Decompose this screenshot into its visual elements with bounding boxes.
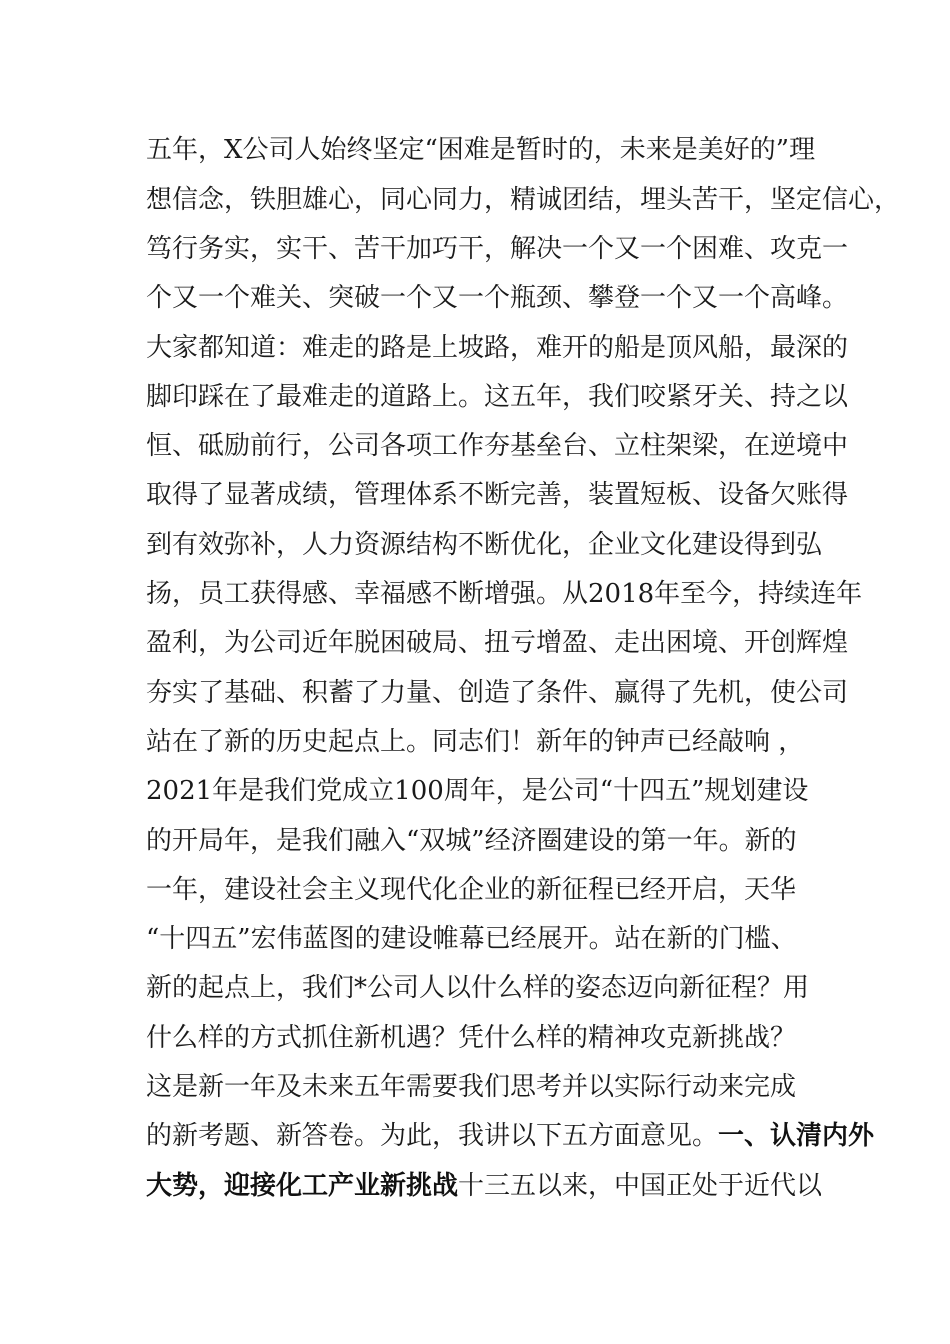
section-heading: 大势，迎接化工产业新挑战 — [146, 1171, 459, 1201]
text-line: 大家都知道：难走的路是上坡路，难开的船是顶风船，最深的 — [146, 333, 849, 363]
text-line: 脚印踩在了最难走的道路上。这五年，我们咬紧牙关、持之以 — [146, 382, 849, 412]
text-line: 夯实了基础、积蓄了力量、创造了条件、赢得了先机，使公司 — [146, 678, 849, 708]
text-line — [146, 1116, 875, 1156]
text-line: 想信念，铁胆雄心，同心同力，精诚团结，埋头苦干，坚定信心， — [146, 185, 901, 215]
text-line: 这是新一年及未来五年需要我们思考并以实际行动来完成 — [146, 1072, 797, 1102]
text-line: 到有效弥补，人力资源结构不断优化，企业文化建设得到弘 — [146, 530, 823, 560]
body-text: 十三五以来，中国正处于近代以 — [458, 1171, 823, 1201]
text-line: 笃行务实，实干、苦干加巧干，解决一个又一个困难、攻克一 — [146, 234, 849, 264]
text-line: 2021年是我们党成立100周年，是公司“十四五”规划建设 — [146, 776, 809, 806]
text-line: 扬，员工获得感、幸福感不断增强。从2018年至今，持续连年 — [146, 579, 863, 609]
text-line: 恒、砥励前行，公司各项工作夯基垒台、立柱架梁，在逆境中 — [146, 431, 849, 461]
text-line: 五年，X公司人始终坚定“困难是暂时的，未来是美好的”理 — [146, 135, 816, 165]
text-line: “十四五”宏伟蓝图的建设帷幕已经展开。站在新的门槛、 — [146, 924, 797, 954]
text-line: 盈利，为公司近年脱困破局、扭亏增盈、走出困境、开创辉煌 — [146, 628, 849, 658]
text-line: 新的起点上，我们*公司人以什么样的姿态迈向新征程？用 — [146, 973, 810, 1003]
text-line: 的开局年，是我们融入“双城”经济圈建设的第一年。新的 — [146, 826, 797, 856]
text-line: 取得了显著成绩，管理体系不断完善，装置短板、设备欠账得 — [146, 480, 849, 510]
section-heading: 一、认清内外 — [718, 1121, 875, 1151]
text-line: 站在了新的历史起点上。同志们！新年的钟声已经敲响 ， — [146, 727, 805, 757]
text-line: 一年，建设社会主义现代化企业的新征程已经开启，天华 — [146, 875, 797, 905]
body-text: 的新考题、新答卷。为此，我讲以下五方面意见。 — [146, 1121, 719, 1151]
text-line: 个又一个难关、突破一个又一个瓶颈、攀登一个又一个高峰。 — [146, 283, 849, 313]
text-line — [146, 1166, 823, 1206]
text-line: 什么样的方式抓住新机遇？凭什么样的精神攻克新挑战？ — [146, 1023, 797, 1053]
